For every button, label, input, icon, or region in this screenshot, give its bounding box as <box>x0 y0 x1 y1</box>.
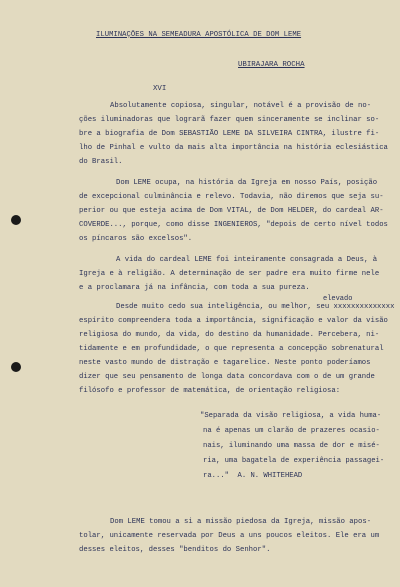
quote-line-4: ria, uma bagatela de experiência passagei- <box>203 457 385 465</box>
paragraph-6-line-1: Dom LEME tomou a si a missão piedosa da Igreja, missão apos- <box>110 518 372 526</box>
paragraph-1-line-5: do Brasil. <box>79 158 123 166</box>
document-title: ILUMINAÇÕES NA SEMEADURA APOSTÓLICA DE DOM LEME <box>96 31 302 39</box>
quote-line-2: na é apenas um clarão de prazeres ocasio- <box>203 427 380 435</box>
paragraph-4-line-6: dizer que seu pensamento de longa data concordava com o de um grande <box>79 373 375 381</box>
paragraph-4-line-7: filósofo e professor de matemática, de orientação religiosa: <box>79 387 341 395</box>
paragraph-3-line-1: A vida do cardeal LEME foi inteiramente consagrada a Deus, à <box>116 256 378 264</box>
quote-line-5: ra..." A. N. WHITEHEAD <box>203 472 303 480</box>
paragraph-4-line-4: tidamente e em profundidade, o que representa a concepção sobrenatural <box>79 345 384 353</box>
quote-line-3: nais, iluminando uma massa de dor e misé- <box>203 442 380 450</box>
paragraph-4-line-2: espírito compreendera toda a importância, significação e valor da visão <box>79 317 388 325</box>
paragraph-1-line-2: ções iluminadoras que lograrã fazer quem sinceramente se inclinar so- <box>79 116 380 124</box>
paragraph-2-line-3: perior ou que esteja acima de Dom VITAL, de Dom HELDER, do cardeal AR- <box>79 207 384 215</box>
paragraph-1-line-3: bre a biografia de Dom SEBASTIÃO LEME DA SILVEIRA CINTRA, ilustre fi- <box>79 130 380 138</box>
paragraph-6-line-2: tolar, unicamente reservada por Deus a uns poucos eleitos. Ele era um <box>79 532 380 540</box>
paragraph-2-line-2: de excepcional culminância e relevo. Todavia, não diremos que seja su- <box>79 193 384 201</box>
paragraph-2-line-1: Dom LEME ocupa, na história da Igreja em nosso País, posição <box>116 179 378 187</box>
paragraph-4-line-5: neste vasto mundo de distração e tagarelice. Neste ponto poderíamos <box>79 359 371 367</box>
author-name: UBIRAJARA ROCHA <box>238 61 305 69</box>
quote-line-1: "Separada da visão religiosa, a vida huma- <box>200 412 382 420</box>
paragraph-3-line-3: e a proclamara já na infância, com toda a sua pureza. <box>79 284 310 292</box>
paragraph-4-line-1: Desde muito cedo sua inteligência, ou melhor, seu xxxxxxxxxxxxxx <box>116 303 395 311</box>
paragraph-2-line-4: COVERDE..., porque, como disse INGENIEROS, "depois de certo nível todos <box>79 221 388 229</box>
paragraph-1-line-1: Absolutamente copiosa, singular, notável é a provisão de no- <box>110 102 372 110</box>
section-number: XVI <box>153 85 167 93</box>
paragraph-4-line-3: religiosa do mundo, da vida, do destino da humanidade. Percebera, ni- <box>79 331 380 339</box>
paragraph-1-line-4: lho de Pinhal e vulto da mais alta importância na história eclesiástica <box>79 144 388 152</box>
paragraph-6-line-3: desses eleitos, desses "benditos do Senhor". <box>79 546 271 554</box>
paragraph-3-line-2: Igreja e à religião. A determinação de ser padre era muito firme nele <box>79 270 380 278</box>
paragraph-2-line-5: os píncaros são excelsos". <box>79 235 193 243</box>
interlinear-correction: elevado <box>323 295 353 303</box>
